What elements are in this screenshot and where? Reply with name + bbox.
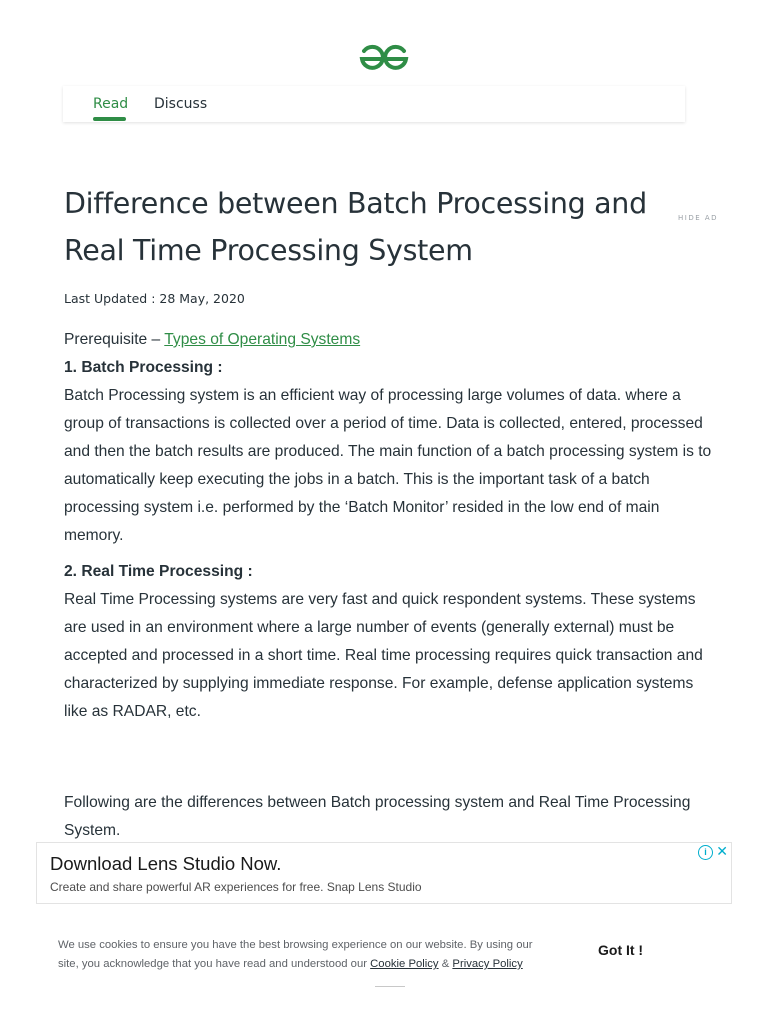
article-content bbox=[64, 326, 714, 845]
realtime-heading bbox=[64, 558, 714, 586]
prerequisite-line bbox=[64, 326, 714, 354]
page-title: Difference between Batch Processing and Real Time Processing System bbox=[64, 187, 647, 267]
ad-banner[interactable] bbox=[36, 842, 732, 904]
batch-paragraph: Batch Processing system is an efficient way of processing large volumes of data. where a group of transactions is collected over a period of time. Data is collected, entered, processed and then the batch results are produced. The main function of a batch processing system is to automatically keep executing the jobs in a batch. This is the important task of a batch processing system i.e. performed by the ‘Batch Monitor’ resided in the low end of main memory. bbox=[64, 387, 712, 544]
last-updated: Last Updated : 28 May, 2020 bbox=[64, 291, 245, 306]
prerequisite-link[interactable]: Types of Operating Systems bbox=[164, 331, 361, 348]
cookie-policy-link[interactable]: Cookie Policy bbox=[370, 958, 439, 970]
privacy-policy-link[interactable]: Privacy Policy bbox=[452, 958, 523, 970]
prerequisite-label: Prerequisite – bbox=[64, 331, 165, 348]
following-paragraph: Following are the differences between Batch processing system and Real Time Processing System. bbox=[64, 794, 691, 839]
batch-heading-text: 1. Batch Processing : bbox=[64, 359, 223, 376]
cookie-notice-text: We use cookies to ensure you have the best browsing experience on our website. By using our site, you acknowledge that you have read and understood our bbox=[58, 939, 533, 970]
tab-read[interactable]: Read bbox=[93, 96, 129, 112]
ad-info-icon[interactable]: i bbox=[698, 845, 713, 860]
ad-close-icon[interactable]: ✕ bbox=[716, 843, 728, 859]
cookie-banner bbox=[0, 936, 768, 996]
article-tabs bbox=[63, 86, 685, 122]
gfg-logo[interactable] bbox=[0, 44, 768, 80]
ad-subtitle[interactable]: Create and share powerful AR experiences for free. Snap Lens Studio bbox=[50, 880, 422, 894]
ad-title[interactable]: Download Lens Studio Now. bbox=[50, 853, 282, 874]
tab-discuss[interactable]: Discuss bbox=[154, 96, 208, 112]
realtime-heading-text: 2. Real Time Processing : bbox=[64, 563, 253, 580]
got-it-button[interactable]: Got It ! bbox=[598, 942, 644, 958]
gfg-logo-icon bbox=[357, 44, 411, 76]
batch-heading bbox=[64, 354, 714, 382]
cookie-notice bbox=[58, 936, 538, 974]
active-tab-indicator bbox=[93, 117, 126, 121]
realtime-paragraph: Real Time Processing systems are very fast and quick respondent systems. These systems are used in an environment where a large number of events (generally external) must be accepted and processed in a short time. Real time processing requires quick transaction and characterized by supplying immediate response. For example, defense application systems like as RADAR, etc. bbox=[64, 591, 703, 720]
divider bbox=[375, 986, 405, 987]
hide-ad-button[interactable]: HIDE AD bbox=[678, 214, 719, 222]
cookie-amp: & bbox=[438, 958, 453, 970]
